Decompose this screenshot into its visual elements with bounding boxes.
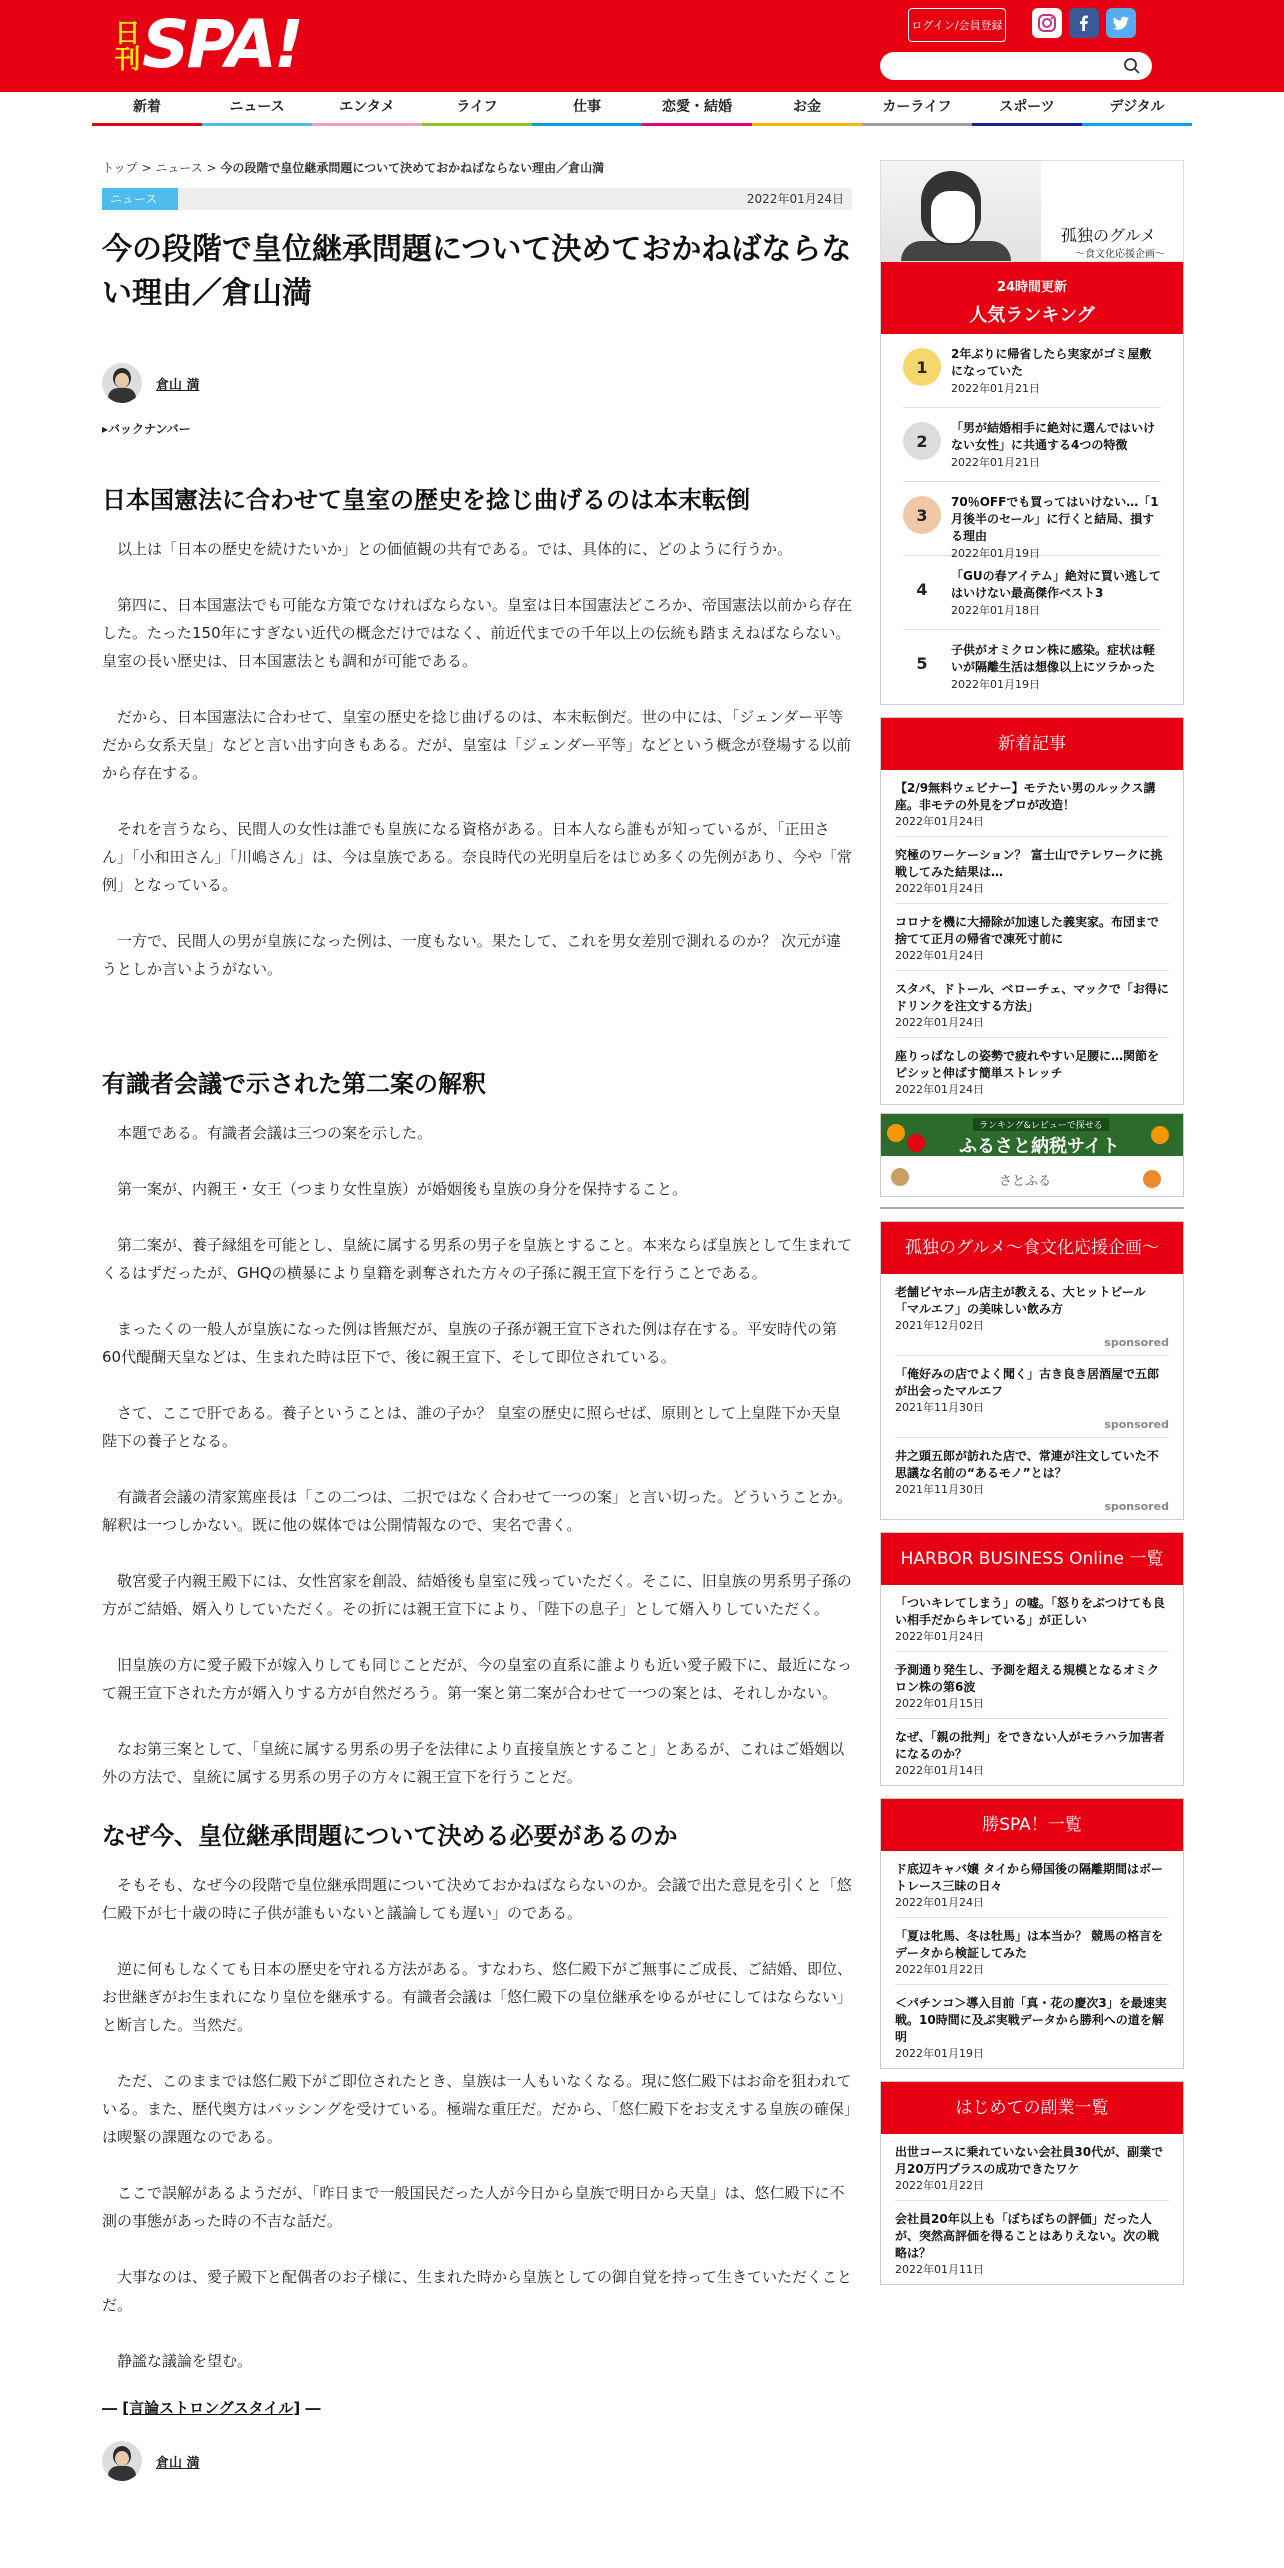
ranking-item-title[interactable]: 「男が結婚相手に絶対に選んではいけない女性」に共通する4つの特徴	[951, 421, 1156, 452]
list-item[interactable]	[895, 1918, 1169, 1985]
section-heading: なぜ今、皇位継承問題について決める必要があるのか	[102, 1822, 678, 1850]
list-item[interactable]	[895, 971, 1169, 1038]
category-tag[interactable]: ニュース	[102, 188, 178, 210]
breadcrumb-home[interactable]: トップ	[102, 161, 138, 175]
site-header	[0, 0, 1284, 92]
latest-box	[880, 717, 1184, 1105]
gourmet-banner-title: 孤独のグルメ	[1061, 226, 1157, 245]
harbor-box	[880, 1532, 1184, 1786]
gourmet-box	[880, 1221, 1184, 1520]
fukugyo-box	[880, 2081, 1184, 2285]
paragraph: ここで誤解があるようだが、「昨日まで一般国民だった人が今日から皇族で明日から天皇」は、悠仁殿下に不測の事態があった時の不吉な話だ。	[102, 2184, 845, 2230]
paragraph: そもそも、なぜ今の段階で皇位継承問題について決めておかねばならないのか。会議で出た意見を引くと「悠仁殿下が七十歳の時に子供が誰もいないと議論しても遅い」のである。	[102, 1876, 852, 1922]
kachi-list	[881, 1851, 1183, 2068]
ranking-item-text	[951, 420, 1161, 471]
section-heading: 日本国憲法に合わせて皇室の歴史を捻じ曲げるのは本末転倒	[102, 486, 750, 514]
furusato-title: ふるさと納税サイト	[959, 1136, 1120, 1157]
list-item[interactable]	[895, 1038, 1169, 1104]
fukugyo-header: はじめての副業一覧	[881, 2082, 1183, 2134]
nav-item[interactable]: エンタメ	[312, 92, 422, 125]
list-item-date: 2021年11月30日	[895, 1483, 984, 1496]
list-item[interactable]	[895, 1985, 1169, 2068]
list-item-title[interactable]: 井之頭五郎が訪れた店で、常連が注文していた不思議な名前の“あるモノ”とは？	[895, 1449, 1159, 1480]
rank-number: 5	[903, 644, 941, 682]
author-link[interactable]: 倉山 満	[156, 377, 200, 393]
section-gap	[102, 1011, 852, 1067]
paragraph: なお第三案として、「皇統に属する男系の男子を法律により直接皇族とすること」とあるが、これはご婚姻以外の方法で、皇統に属する男系の男子の方々に親王宣下を行うことだ。	[102, 1740, 845, 1786]
list-item-date: 2022年01月24日	[895, 1630, 984, 1643]
nav-item[interactable]: スポーツ	[972, 92, 1082, 125]
fruit-icon	[891, 1168, 909, 1186]
twitter-icon[interactable]	[1106, 8, 1136, 38]
ranking-item[interactable]	[903, 482, 1161, 560]
paragraph: 第二案が、養子縁組を可能とし、皇統に属する男系の男子を皇族とすること。本来ならば皇族として生まれてくるはずだったが、GHQの横暴により皇籍を剥奪された方々の子孫に親王宣下を行うことである。	[102, 1236, 853, 1282]
list-item-date: 2022年01月14日	[895, 1764, 984, 1777]
ranking-item-date: 2022年01月18日	[951, 604, 1040, 617]
article-meta-bar	[102, 188, 852, 210]
rank-number: 4	[903, 570, 941, 608]
sidebar	[880, 160, 1184, 2285]
harbor-header: HARBOR BUSINESS Online 一覧	[881, 1533, 1183, 1585]
series-line	[102, 2397, 852, 2418]
latest-list	[881, 770, 1183, 1104]
furusato-tagline: ランキング&レビューで探せる	[973, 1118, 1109, 1131]
section-heading: 有識者会議で示された第二案の解釈	[102, 1070, 486, 1098]
ranking-item-title[interactable]: 70％OFFでも買ってはいけない…「1月後半のセール」に行くと結局、損する理由	[951, 495, 1159, 543]
sponsored-label: sponsored	[1104, 1336, 1169, 1349]
list-item[interactable]	[895, 1585, 1169, 1652]
furusato-brand: さとふる	[999, 1174, 1052, 1189]
list-item[interactable]	[895, 2134, 1169, 2201]
ranking-item-date: 2022年01月21日	[951, 382, 1040, 395]
list-item-title[interactable]: 会社員20年以上も「ぼちぼちの評価」だった人が、突然高評価を得ることはありえない。次の戦略は？	[895, 2212, 1160, 2260]
ranking-item[interactable]	[903, 630, 1161, 704]
nav-item[interactable]: デジタル	[1082, 92, 1192, 125]
sponsored-label: sponsored	[1104, 1418, 1169, 1431]
avatar[interactable]	[102, 2441, 142, 2481]
furusato-banner[interactable]	[880, 1113, 1184, 1197]
list-item-date: 2022年01月24日	[895, 815, 984, 828]
list-item-title[interactable]: 老舗ビヤホール店主が教える、大ヒットビール「マルエフ」の美味しい飲み方	[895, 1285, 1146, 1316]
login-button[interactable]: ログイン/会員登録	[908, 8, 1006, 42]
list-item-title[interactable]: 出世コースに乗れていない会社員30代が、副業で月20万円プラスの成功できたワケ	[895, 2145, 1164, 2176]
ranking-item-date: 2022年01月19日	[951, 678, 1040, 691]
list-item[interactable]	[895, 837, 1169, 904]
paragraph: 旧皇族の方に愛子殿下が嫁入りしても同じことだが、今の皇室の直系に誰よりも近い愛子殿下に、最近になって親王宣下された方が婿入りする方が自然だろう。第一案と第二案が合わせて一つの案とは、それしかない。	[102, 1656, 853, 1702]
gourmet-banner-subtitle: ～食文化応援企画～	[1075, 249, 1165, 260]
list-item-title[interactable]: ＜パチンコ＞導入目前「真・花の慶次3」を最速実戦。10時間に及ぶ実戦データから勝利への道を解明	[895, 1996, 1167, 2044]
sponsored-label: sponsored	[1104, 1500, 1169, 1513]
list-item-date: 2021年11月30日	[895, 1401, 984, 1414]
breadcrumb-category[interactable]: ニュース	[155, 161, 203, 175]
author-row-bottom	[102, 2438, 852, 2484]
ranking-item-title[interactable]: 子供がオミクロン株に感染。症状は軽いが隔離生活は想像以上にツラかった	[951, 643, 1156, 674]
paragraph: だから、日本国憲法に合わせて、皇室の歴史を捻じ曲げるのは、本末転倒だ。世の中には、「ジェンダー平等だから女系天皇」などと言い出す向きもある。だが、皇室は「ジェンダー平等」などという概念が登場する以前から存在する。	[102, 708, 852, 782]
breadcrumb-current: 今の段階で皇位継承問題について決めておかねばならない理由／倉山満	[220, 161, 605, 175]
ranking-header-title: 人気ランキング	[969, 305, 1095, 326]
list-item-title[interactable]: なぜ、「親の批判」をできない人がモラハラ加害者になるのか？	[895, 1730, 1165, 1761]
list-item-date: 2022年01月15日	[895, 1697, 984, 1710]
instagram-icon[interactable]	[1032, 8, 1062, 38]
list-item-date: 2022年01月24日	[895, 1016, 984, 1029]
site-logo[interactable]	[110, 6, 302, 83]
nav-item[interactable]: ライフ	[422, 92, 532, 125]
breadcrumb-sep: >	[202, 161, 221, 175]
article-date: 2022年01月24日	[746, 192, 844, 206]
breadcrumb-sep: >	[137, 161, 156, 175]
nav-item[interactable]: ニュース	[202, 92, 312, 125]
nav-item[interactable]: 仕事	[532, 92, 642, 125]
list-item-date: 2022年01月19日	[895, 2047, 984, 2060]
list-item-title[interactable]: 「俺好みの店でよく聞く」古き良き居酒屋で五郎が出会ったマルエフ	[895, 1367, 1160, 1398]
nav-item[interactable]: 新着	[92, 92, 202, 125]
paragraph: 一方で、民間人の男が皇族になった例は、一度もない。果たして、これを男女差別で測れるのか？ 次元が違うとしか言いようがない。	[102, 932, 842, 978]
ranking-item-text	[951, 346, 1161, 397]
ranking-item[interactable]	[903, 556, 1161, 630]
logo-main-text: SPA!	[142, 6, 302, 83]
gourmet-list	[881, 1274, 1183, 1519]
list-item-title[interactable]: 【2/9無料ウェビナー】モテたい男のルックス講座。非モテの外見をプロが改造！	[895, 781, 1156, 812]
paragraph: まったくの一般人が皇族になった例は皆無だが、皇族の子孫が親王宣下された例は存在する。平安時代の第60代醍醐天皇などは、生まれた時は臣下で、後に親王宣下、そして即位されている。	[102, 1320, 838, 1366]
list-item[interactable]	[895, 1356, 1169, 1438]
ranking-item[interactable]	[903, 334, 1161, 408]
ranking-item[interactable]	[903, 408, 1161, 482]
ranking-box	[880, 262, 1184, 705]
facebook-icon[interactable]	[1069, 8, 1099, 38]
list-item-date: 2022年01月22日	[895, 1963, 984, 1976]
rank-number: 2	[903, 422, 941, 460]
list-item-title[interactable]: コロナを機に大掃除が加速した義実家。布団まで捨てて正月の帰省で凍死寸前に	[895, 915, 1160, 946]
divider	[880, 1207, 1184, 1209]
avatar[interactable]	[102, 363, 142, 403]
breadcrumb	[102, 160, 852, 188]
list-item-title[interactable]: 座りっぱなしの姿勢で疲れやすい足腰に…関節をピシッと伸ばす簡単ストレッチ	[895, 1049, 1160, 1080]
list-item-date: 2022年01月24日	[895, 1083, 984, 1096]
ranking-item-text	[951, 642, 1161, 693]
latest-header: 新着記事	[881, 718, 1183, 770]
gourmet-header: 孤独のグルメ～食文化応援企画～	[881, 1222, 1183, 1274]
ranking-item-date: 2022年01月19日	[951, 547, 1040, 560]
backnumber-link[interactable]: ▸バックナンバー	[102, 422, 191, 436]
list-item-title[interactable]: 予測通り発生し、予測を超える規模となるオミクロン株の第6波	[895, 1663, 1160, 1694]
paragraph: 静謐な議論を望む。	[117, 2352, 253, 2370]
list-item-title[interactable]: ド底辺キャバ嬢 タイから帰国後の隔離期間はボートレース三昧の日々	[895, 1862, 1163, 1893]
list-item-title[interactable]: 究極のワーケーション？ 富士山でテレワークに挑戦してみた結果は…	[895, 848, 1163, 879]
paragraph: ただ、このままでは悠仁殿下がご即位されたとき、皇族は一人もいなくなる。現に悠仁殿下はお命を狙われている。また、歴代奥方はバッシングを受けている。極端な重圧だ。だから、「悠仁殿下をお支えする皇族の確保」は喫緊の課題なのである。	[102, 2072, 852, 2146]
article-body	[102, 483, 852, 2375]
harbor-list	[881, 1585, 1183, 1785]
fruit-icon	[887, 1124, 905, 1142]
list-item-date: 2022年01月11日	[895, 2263, 984, 2276]
author-row	[102, 360, 852, 406]
list-item-date: 2022年01月22日	[895, 2179, 984, 2192]
paragraph: それを言うなら、民間人の女性は誰でも皇族になる資格がある。日本人なら誰もが知っているが、「正田さん」「小和田さん」「川嶋さん」は、今は皇族である。奈良時代の光明皇后をはじめ多くの先例があり、今や「常例」となっている。	[102, 820, 853, 894]
list-item[interactable]	[895, 2201, 1169, 2284]
logo-small-text: 日刊	[110, 19, 140, 71]
ranking-item-text	[951, 568, 1161, 619]
rank-number: 3	[903, 496, 941, 534]
ranking-header	[881, 262, 1183, 334]
list-item-date: 2021年12月02日	[895, 1319, 984, 1332]
list-item[interactable]	[895, 1652, 1169, 1719]
ranking-item-date: 2022年01月21日	[951, 456, 1040, 469]
kachi-header: 勝SPA！一覧	[881, 1799, 1183, 1851]
nav-item[interactable]: お金	[752, 92, 862, 125]
fruit-icon	[1143, 1170, 1161, 1188]
list-item-date: 2022年01月24日	[895, 1896, 984, 1909]
fukugyo-list	[881, 2134, 1183, 2284]
search-input[interactable]	[880, 52, 1152, 80]
ranking-item-text	[951, 494, 1161, 562]
fruit-icon	[1151, 1126, 1169, 1144]
list-item[interactable]	[895, 1438, 1169, 1519]
fruit-icon	[907, 1134, 925, 1152]
nav-item[interactable]: カーライフ	[862, 92, 972, 125]
gourmet-banner[interactable]	[880, 160, 1184, 262]
paragraph: さて、ここで肝である。養子ということは、誰の子か？ 皇室の歴史に照らせば、原則として上皇陛下か天皇陛下の養子となる。	[102, 1404, 842, 1450]
paragraph: 有識者会議の清家篤座長は「この二つは、二択ではなく合わせて一つの案」と言い切った。どういうことか。解釈は一つしかない。既に他の媒体では公開情報なので、実名で書く。	[102, 1488, 853, 1534]
paragraph: 大事なのは、愛子殿下と配偶者のお子様に、生まれた時から皇族としての御自覚を持って生きていただくことだ。	[102, 2268, 853, 2314]
nav-item[interactable]: 恋愛・結婚	[642, 92, 752, 125]
series-suffix: ―	[305, 2399, 321, 2417]
series-prefix: ―	[102, 2399, 117, 2417]
list-item[interactable]	[895, 1719, 1169, 1785]
search-icon[interactable]	[1122, 56, 1142, 76]
ranking-list	[881, 334, 1183, 704]
list-item-title[interactable]: 「夏は牝馬、冬は牡馬」は本当か？ 競馬の格言をデータから検証してみた	[895, 1929, 1164, 1960]
article-title: 今の段階で皇位継承問題について決めておかねばならない理由／倉山満	[102, 232, 852, 311]
ranking-item-title[interactable]: 「GUの春アイテム」絶対に買い逃してはいけない最高傑作ベスト3	[951, 569, 1161, 600]
list-item[interactable]	[895, 1851, 1169, 1918]
list-item[interactable]	[895, 1274, 1169, 1356]
paragraph: 第一案が、内親王・女王（つまり女性皇族）が婚姻後も皇族の身分を保持すること。	[117, 1180, 688, 1198]
ranking-item-title[interactable]: 2年ぶりに帰省したら実家がゴミ屋敷になっていた	[951, 347, 1152, 378]
paragraph: 以上は「日本の歴史を続けたいか」との価値観の共有である。では、具体的に、どのように行うか。	[117, 540, 793, 558]
paragraph: 第四に、日本国憲法でも可能な方策でなければならない。皇室は日本国憲法どころか、帝国憲法以前から存在した。たった150年にすぎない近代の概念だけではなく、前近代までの千年以上の伝統も踏まえねばならない。皇室の長い歴史は、日本国憲法とも調和が可能である。	[102, 596, 853, 670]
list-item[interactable]	[895, 904, 1169, 971]
list-item-title[interactable]: 「ついキレてしまう」の嘘。「怒りをぶつけても良い相手だからキレている」が正しい	[895, 1596, 1165, 1627]
rank-number: 1	[903, 348, 941, 386]
list-item[interactable]	[895, 770, 1169, 837]
list-item-date: 2022年01月24日	[895, 949, 984, 962]
manga-illustration	[881, 161, 1041, 262]
kachi-box	[880, 1798, 1184, 2069]
paragraph: 本題である。有識者会議は三つの案を示した。	[117, 1124, 433, 1142]
paragraph: 逆に何もしなくても日本の歴史を守れる方法がある。すなわち、悠仁殿下がご無事にご成長、ご結婚、即位、お世継ぎがお生まれになり皇位を継承する。有識者会議は「悠仁殿下の皇位継承をゆるがせにしてはならない」と断言した。当然だ。	[102, 1960, 853, 2034]
paragraph: 敬宮愛子内親王殿下には、女性宮家を創設、結婚後も皇室に残っていただく。そこに、旧皇族の男系男子孫の方がご結婚、婿入りしていただく。その折には親王宣下により、「陛下の息子」として婿入りしていただく。	[102, 1572, 852, 1618]
category-nav	[92, 92, 1192, 126]
series-link[interactable]: [言論ストロングスタイル]	[122, 2399, 301, 2417]
list-item-date: 2022年01月24日	[895, 882, 984, 895]
article-main	[102, 160, 852, 2484]
list-item-title[interactable]: スタバ、ドトール、ベローチェ、マックで「お得にドリンクを注文する方法」	[895, 982, 1169, 1013]
author-link[interactable]: 倉山 満	[156, 2455, 200, 2471]
ranking-header-sub: 24時間更新	[996, 280, 1068, 295]
